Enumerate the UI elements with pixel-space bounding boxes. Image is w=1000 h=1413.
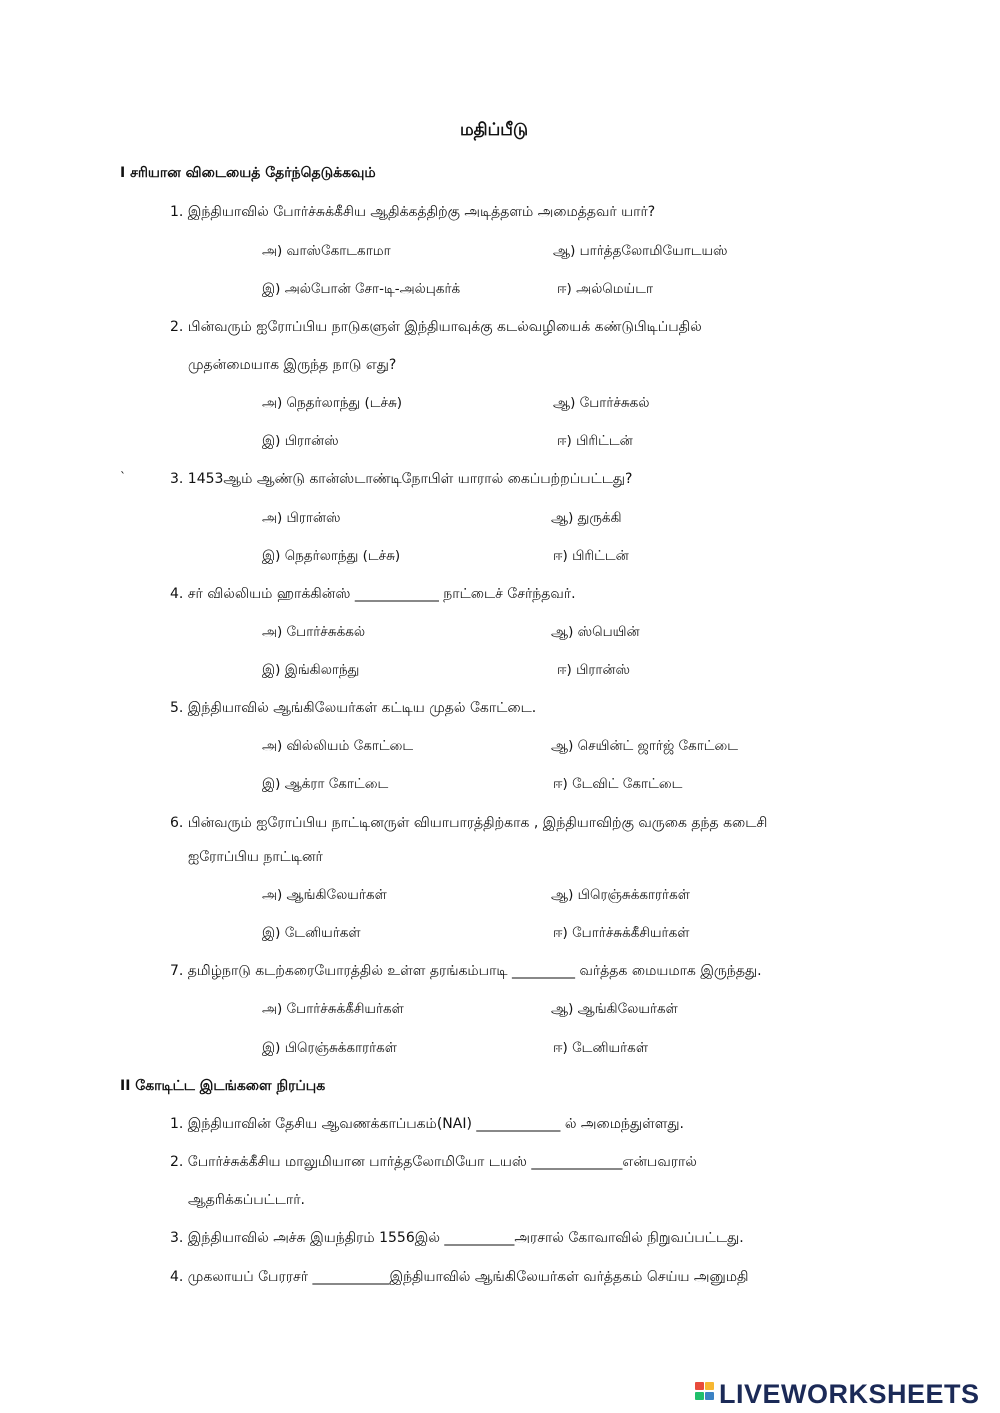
- section-2-heading: II கோடிட்ட இடங்களை நிரப்புக: [120, 1078, 326, 1094]
- q6-option-a[interactable]: அ) ஆங்கிலேயர்கள்: [262, 887, 387, 903]
- liveworksheets-logo-icon: [695, 1380, 715, 1408]
- q5-option-b[interactable]: ஆ) செயின்ட் ஜார்ஜ் கோட்டை: [551, 738, 739, 754]
- q2-option-d[interactable]: ஈ) பிரிட்டன்: [557, 433, 633, 449]
- q7-option-d[interactable]: ஈ) டேனியர்கள்: [553, 1040, 649, 1056]
- question-5: 5. இந்தியாவில் ஆங்கிலேயர்கள் கட்டிய முதல் கோட்டை.: [170, 700, 537, 716]
- q3-option-b[interactable]: ஆ) துருக்கி: [551, 510, 622, 526]
- q5-option-a[interactable]: அ) வில்லியம் கோட்டை: [262, 738, 414, 754]
- q4-option-b[interactable]: ஆ) ஸ்பெயின்: [551, 624, 640, 640]
- q7-option-c[interactable]: இ) பிரெஞ்சுக்காரர்கள்: [262, 1040, 397, 1056]
- q5-option-c[interactable]: இ) ஆக்ரா கோட்டை: [262, 776, 389, 792]
- question-1: 1. இந்தியாவில் போர்ச்சுக்கீசிய ஆதிக்கத்திற்கு அடித்தளம் அமைத்தவர் யார்?: [170, 204, 656, 220]
- q6-option-b[interactable]: ஆ) பிரெஞ்சுக்காரர்கள்: [551, 887, 690, 903]
- question-6: 6. பின்வரும் ஐரோப்பிய நாட்டினருள் வியாபாரத்திற்காக , இந்தியாவிற்கு வருகை தந்த கடைசி: [170, 815, 768, 831]
- q3-option-a[interactable]: அ) பிரான்ஸ்: [262, 510, 341, 526]
- q4-option-d[interactable]: ஈ) பிரான்ஸ்: [557, 662, 631, 678]
- section-1-heading: I சரியான விடையைத் தேர்ந்தெடுக்கவும்: [120, 165, 376, 181]
- fill-blank-2-continued: ஆதரிக்கப்பட்டார்.: [188, 1192, 306, 1208]
- q4-option-a[interactable]: அ) போர்ச்சுக்கல்: [262, 624, 366, 640]
- q3-option-d[interactable]: ஈ) பிரிட்டன்: [553, 548, 629, 564]
- question-3: 3. 1453ஆம் ஆண்டு கான்ஸ்டாண்டிநோபிள் யாரால் கைப்பற்றப்பட்டது?: [170, 471, 633, 487]
- question-4: 4. சர் வில்லியம் ஹாக்கின்ஸ் ____________ நாட்டைச் சேர்ந்தவர்.: [170, 586, 576, 602]
- question-7: 7. தமிழ்நாடு கடற்கரையோரத்தில் உள்ள தரங்கம்பாடி _________ வர்த்தக மையமாக இருந்தது.: [170, 963, 762, 979]
- q2-option-b[interactable]: ஆ) போர்ச்சுகல்: [553, 395, 650, 411]
- q1-option-a[interactable]: அ) வாஸ்கோடகாமா: [262, 243, 391, 259]
- fill-blank-3[interactable]: 3. இந்தியாவில் அச்சு இயந்திரம் 1556இல் __________அரசால் கோவாவில் நிறுவப்பட்டது.: [170, 1230, 744, 1246]
- q7-option-b[interactable]: ஆ) ஆங்கிலேயர்கள்: [551, 1001, 678, 1017]
- q2-option-a[interactable]: அ) நெதர்லாந்து (டச்சு): [262, 395, 403, 411]
- liveworksheets-logo: [695, 1378, 980, 1410]
- q1-option-d[interactable]: ஈ) அல்மெய்டா: [557, 281, 654, 297]
- q1-option-c[interactable]: இ) அல்போன் சோ-டி-அல்புகர்க்: [262, 281, 461, 297]
- question-2-continued: முதன்மையாக இருந்த நாடு எது?: [188, 357, 397, 373]
- q6-option-d[interactable]: ஈ) போர்ச்சுக்கீசியர்கள்: [553, 925, 690, 941]
- fill-blank-2[interactable]: 2. போர்ச்சுக்கீசிய மாலுமியான பார்த்தலோமியோ டயஸ் _____________என்பவரால்: [170, 1154, 697, 1170]
- fill-blank-4[interactable]: 4. முகலாயப் பேரரசர் ___________இந்தியாவில் ஆங்கிலேயர்கள் வர்த்தகம் செய்ய அனுமதி: [170, 1269, 749, 1285]
- q6-option-c[interactable]: இ) டேனியர்கள்: [262, 925, 361, 941]
- q4-option-c[interactable]: இ) இங்கிலாந்து: [262, 662, 360, 678]
- q2-option-c[interactable]: இ) பிரான்ஸ்: [262, 433, 339, 449]
- q7-option-a[interactable]: அ) போர்ச்சுக்கீசியர்கள்: [262, 1001, 404, 1017]
- q3-option-c[interactable]: இ) நெதர்லாந்து (டச்சு): [262, 548, 401, 564]
- q5-option-d[interactable]: ஈ) டேவிட் கோட்டை: [553, 776, 683, 792]
- page-title: மதிப்பீடு: [460, 120, 529, 140]
- stray-tick-mark: `: [120, 470, 126, 484]
- question-6-continued: ஐரோப்பிய நாட்டினர்: [188, 849, 323, 865]
- q1-option-b[interactable]: ஆ) பார்த்தலோமியோடயஸ்: [553, 243, 728, 259]
- fill-blank-1[interactable]: 1. இந்தியாவின் தேசிய ஆவணக்காப்பகம்(NAI) ____________ ல் அமைந்துள்ளது.: [170, 1116, 684, 1132]
- liveworksheets-logo-text: LIVEWORKSHEETS: [719, 1378, 980, 1409]
- question-2: 2. பின்வரும் ஐரோப்பிய நாடுகளுள் இந்தியாவுக்கு கடல்வழியைக் கண்டுபிடிப்பதில்: [170, 319, 702, 335]
